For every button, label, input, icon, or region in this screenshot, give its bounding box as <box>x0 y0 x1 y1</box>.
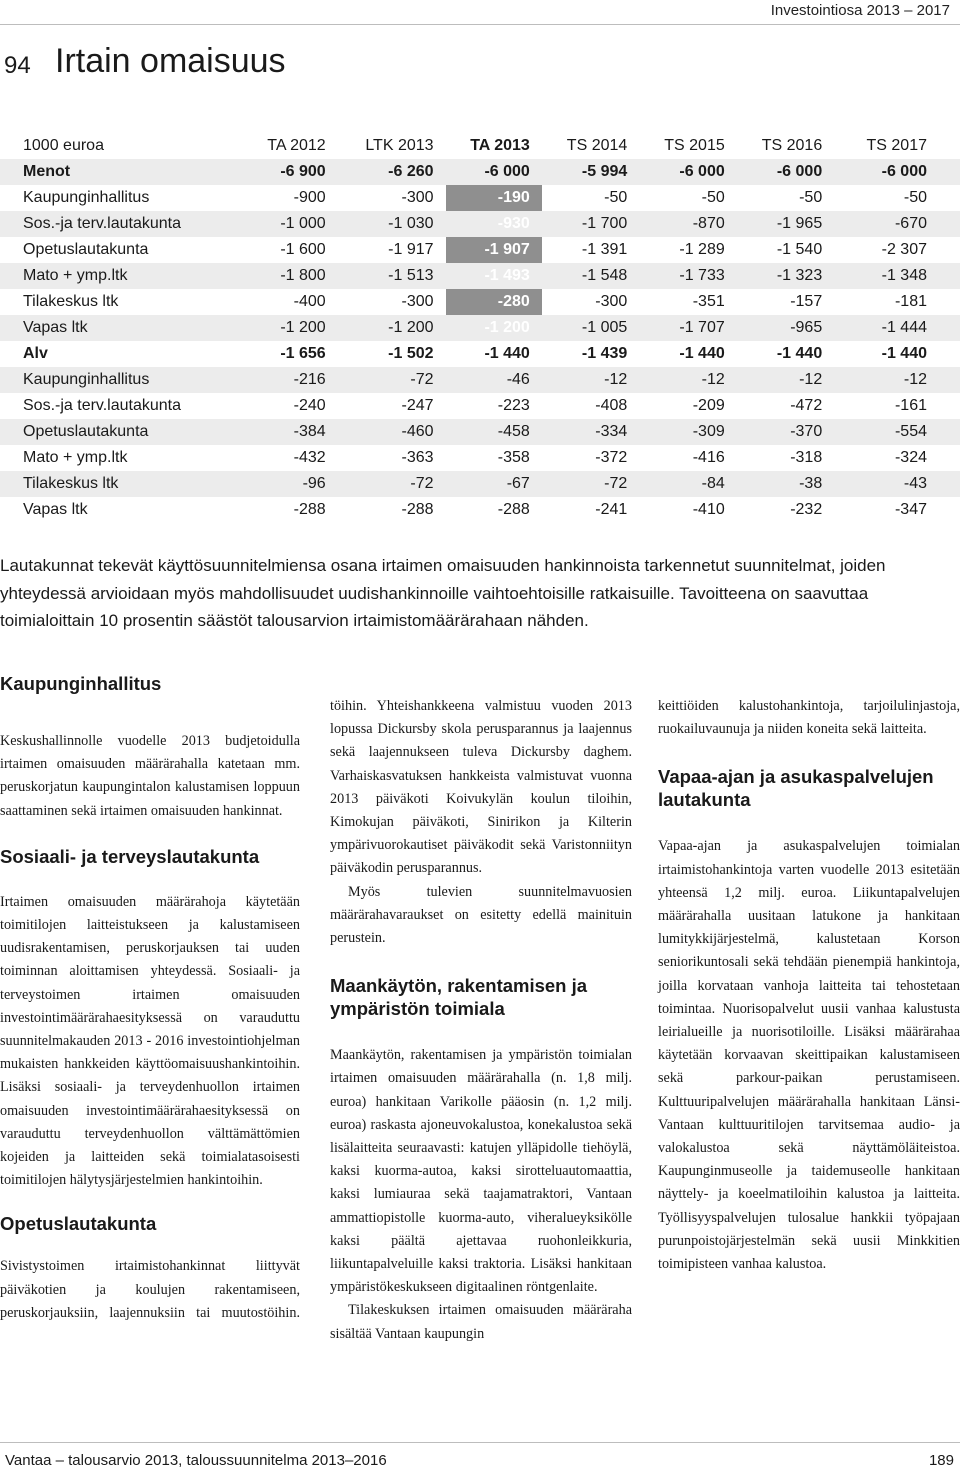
running-header <box>771 0 950 19</box>
row-label: Tilakeskus ltk <box>23 293 119 310</box>
row-label: Menot <box>0 159 243 185</box>
section-text: Sivistystoimen irtaimistohankinnat liittyvät päiväkotien ja koulujen rakentamiseen, peruskorjauksiin, laajennuksiin tai muutostöihin. <box>0 1258 300 1321</box>
table-cell: -1 540 <box>776 241 823 258</box>
page-number: 94 <box>4 52 31 79</box>
table-cell: -1 440 <box>679 345 725 362</box>
table-cell: -334 <box>542 419 639 445</box>
table-cell: -50 <box>604 189 628 206</box>
table-cell: -50 <box>701 189 725 206</box>
table-cell: -300 <box>401 293 434 310</box>
table-cell: -240 <box>293 397 326 414</box>
table-cell: -96 <box>243 471 338 497</box>
table-cell: -12 <box>834 367 960 393</box>
table-cell: -965 <box>737 315 834 341</box>
table-row <box>0 315 960 341</box>
table-cell: -432 <box>293 449 326 466</box>
column-header: TS 2014 <box>566 137 628 154</box>
table-cell: -347 <box>894 501 927 518</box>
row-label: Vapas ltk <box>0 315 243 341</box>
table-row <box>0 497 960 523</box>
table-cell: -1 444 <box>834 315 960 341</box>
table-cell: -400 <box>293 293 326 310</box>
table-cell: -1 907 <box>446 237 542 263</box>
column-header: LTK 2013 <box>365 137 434 154</box>
table-cell: -6 260 <box>338 159 446 185</box>
row-label: Opetuslautakunta <box>23 241 149 258</box>
table-cell: -12 <box>639 367 736 393</box>
column-3 <box>658 695 960 1276</box>
table-cell: -1 917 <box>388 241 434 258</box>
budget-table <box>0 133 960 523</box>
page-title: Irtain omaisuus <box>55 42 286 80</box>
table-cell: -12 <box>542 367 639 393</box>
table-cell: -1 200 <box>446 315 542 341</box>
row-label: Alv <box>23 345 48 362</box>
section-heading: Kaupunginhallitus <box>0 673 162 694</box>
table-cell: -1 548 <box>542 263 639 289</box>
table-cell: -318 <box>790 449 823 466</box>
table-cell: -472 <box>790 397 823 414</box>
table-cell: -209 <box>692 397 725 414</box>
row-label: Opetuslautakunta <box>0 419 243 445</box>
table-cell: -288 <box>497 501 530 518</box>
table-cell: -2 307 <box>881 241 927 258</box>
table-cell: -12 <box>737 367 834 393</box>
table-cell: -181 <box>894 293 927 310</box>
table-cell: -408 <box>595 397 628 414</box>
table-row <box>0 367 960 393</box>
table-cell: -46 <box>446 367 542 393</box>
table-body <box>0 159 960 523</box>
table-row <box>0 341 960 367</box>
table-cell: -280 <box>446 289 542 315</box>
intro-paragraph: Lautakunnat tekevät käyttösuunnitelmiensa osana irtaimen omaisuuden hankinnoista tarkennetut suunnitelmat, joiden yhteydessä arvioidaan myös mahdollisuudet uudishankinnoille vaihtoehtoisille ratkaisuille. Tavoitteena on saavuttaa toimialoittain 10 prosentin säästöt talousarvion irtaimistomäärärahaan nähden. <box>0 556 886 630</box>
table-cell: -6 000 <box>737 159 834 185</box>
column-header: TS 2015 <box>664 137 725 154</box>
column-header: TS 2016 <box>761 137 823 154</box>
column-2 <box>330 695 632 1346</box>
table-cell: -300 <box>401 189 434 206</box>
table-cell: -370 <box>737 419 834 445</box>
section-heading: Maankäytön, rakentamisen ja ympäristön toimiala <box>330 975 588 1020</box>
table-row <box>0 185 960 211</box>
row-label: Sos.-ja terv.lautakunta <box>0 211 243 237</box>
footer-rule <box>0 1442 960 1443</box>
table-cell: -50 <box>903 189 927 206</box>
running-title: Investointiosa 2013 – 2017 <box>770 2 950 19</box>
table-row <box>0 289 960 315</box>
table-cell: -1 289 <box>679 241 725 258</box>
table-cell: -900 <box>293 189 326 206</box>
table-cell: -72 <box>338 367 446 393</box>
table-cell: -50 <box>799 189 823 206</box>
table-cell: -351 <box>692 293 725 310</box>
table-cell: -1 348 <box>834 263 960 289</box>
table-cell: -1 030 <box>338 211 446 237</box>
section-text: Vapaa-ajan ja asukaspalvelujen toimialan irtaimistohankintoja varten vuodelle 2013 esitetään yhteensä 1,2 milj. euroa. Liikuntapalvelujen määrärahalla uusitaan latukone ja hankitaan lumitykkijärjestelmä, kalustetaan Korson seniorikuntosali sekä tehdään pienempiä hankintoja, joilla korvataan vanhoja laitteita tai tehostetaan toimintaa. Nuorisopalvelut uusii vanhaa kalustusta leirialueille ja nuorisotiloille. Lisäksi määrärahaa käytetään korvaavan skeittipaikan kalustamiseen sekä parkour-paikan perustamiseen. Kulttuuripalvelujen määrärahalla hankitaan Länsi-Vantaan kulttuuritilojen tarvitsemaa audio- ja valokalustoa sekä näyttämöläiteistoa. Kaupunginmuseolle ja taidemuseolle hankitaan näyttely- ja koeelmatiloihin kalustoa ja laitteita. Työllisyyspalvelujen tulosalue hankkii työpajaan purunpoistojärjestelmän sekä uusii Minkkitien toimipisteen vanhaa kalustoa. <box>658 838 960 1273</box>
table-cell: -1 600 <box>280 241 326 258</box>
table-cell: -232 <box>790 501 823 518</box>
row-label: Kaupunginhallitus <box>23 189 150 206</box>
table-cell: -1 965 <box>737 211 834 237</box>
column-header: TA 2012 <box>267 137 326 154</box>
table-cell: -1 200 <box>338 315 446 341</box>
table-cell: -1 440 <box>776 345 823 362</box>
table-cell: -5 994 <box>542 159 639 185</box>
table-cell: -870 <box>639 211 736 237</box>
table-cell: -1 000 <box>243 211 338 237</box>
table-cell: -358 <box>497 449 530 466</box>
section-heading: Opetuslautakunta <box>0 1213 157 1235</box>
table-cell: -670 <box>834 211 960 237</box>
table-cell: -410 <box>692 501 725 518</box>
section-text: Maankäytön, rakentamisen ja ympäristön toimialan irtaimen omaisuuden määrärahalla (n. 1,8 milj. euroa) hankitaan Varikolle pääosin (n. 1,2 milj. euroa) raskasta ajoneuvokalustoa, konekalustoa sekä lisälaitteita seuraavasti: katujen ylläpidolle tiehöylä, kaksi kuorma-autoa, kaksi sirotteluautomaattia, kaksi lumiauraa sekä taajamatraktori, Vantaan ammattiopistolle kuorma-auto, viheralueyksikölle kaksi päältä ajettavaa ruohonleikkuria, liikuntapalveluille kaksi traktoria. Lisäksi hankitaan ympäristökeskukseen digitaalinen röntgenlaite. <box>330 1047 632 1296</box>
row-label: Vapas ltk <box>23 501 88 518</box>
section-text: Irtaimen omaisuuden määrärahoja käytetään toimitilojen laitteistukseen ja kalustamiseen uudisrakentamisen, peruskorjauksen tai uuden toiminnan aloittamisen yhteydessä. Sosiaali- ja terveystoimen irtaimen omaisuuden investointimäärärahaesityksessä on varauduttu suunnitelmakauden 2013 - 2016 investointiohjelman mukaisten hankkeiden käyttöomaisuushankintoihin. Lisäksi sosiaali- ja terveydenhuollon irtaimen omaisuuden investointimäärärahaesityksessä on varauduttu terveydenhuollon välttämättömien kojeiden ja laitteiden sekä toimialatasoisesti toimitilojen hälytysjärjestelmien hankintoihin. <box>0 893 300 1189</box>
table-cell: -309 <box>639 419 736 445</box>
table-cell: -324 <box>894 449 927 466</box>
table-cell: -300 <box>595 293 628 310</box>
section-text: Tilakeskuksen irtaimen omaisuuden määräraha sisältää Vantaan kaupungin <box>330 1302 632 1342</box>
table-cell: -216 <box>243 367 338 393</box>
table-cell: -161 <box>894 397 927 414</box>
table-cell: -223 <box>497 397 530 414</box>
table-cell: -458 <box>446 419 542 445</box>
table-cell: -930 <box>446 211 542 237</box>
header-rule <box>0 24 960 25</box>
table-cell: -72 <box>542 471 639 497</box>
row-label: Mato + ymp.ltk <box>0 263 243 289</box>
column-header: TA 2013 <box>470 137 530 154</box>
footer-page-number: 189 <box>928 1452 954 1469</box>
column-header: TS 2017 <box>866 137 927 154</box>
section-text: Keskushallinnolle vuodelle 2013 budjetoidulla irtaimen omaisuuden määrärahalla katetaan mm. peruskorjatun kaupungintalon kalustamisen loppuun saattaminen sekä irtaimen omaisuuden hankinnat. <box>0 733 300 819</box>
table-cell: -416 <box>692 449 725 466</box>
table-cell: -67 <box>446 471 542 497</box>
table-cell: -1 513 <box>338 263 446 289</box>
table-cell: -157 <box>790 293 823 310</box>
row-label: Tilakeskus ltk <box>0 471 243 497</box>
section-text: Myös tulevien suunnitelmavuosien määrärahavaraukset on esitetty edellä mainituin perustein. <box>330 883 632 947</box>
table-cell: -6 900 <box>243 159 338 185</box>
table-row <box>0 159 960 185</box>
section-text: keittiöiden kalustohankintoja, tarjoilulinjastoja, ruokailuvaunuja ja niiden koneita sekä laitteita. <box>658 698 960 738</box>
table-cell: -1 200 <box>243 315 338 341</box>
table-cell: -1 656 <box>280 345 326 362</box>
table-cell: -72 <box>338 471 446 497</box>
table-cell: -372 <box>595 449 628 466</box>
table-cell: -1 707 <box>639 315 736 341</box>
table-cell: -1 005 <box>542 315 639 341</box>
table-cell: -1 439 <box>581 345 628 362</box>
table-cell: -1 440 <box>881 345 927 362</box>
table-cell: -363 <box>401 449 434 466</box>
table-cell: -43 <box>834 471 960 497</box>
table-cell: -6 000 <box>834 159 960 185</box>
section-heading: Sosiaali- ja terveyslautakunta <box>0 845 260 867</box>
table-row <box>0 263 960 289</box>
table-cell: -1 502 <box>388 345 434 362</box>
row-label: Kaupunginhallitus <box>0 367 243 393</box>
table-cell: -1 700 <box>542 211 639 237</box>
table-cell: -1 493 <box>446 263 542 289</box>
column-1 <box>0 672 300 1325</box>
table-cell: -247 <box>401 397 434 414</box>
table-cell: -288 <box>401 501 434 518</box>
table-row <box>0 445 960 471</box>
section-heading: Vapaa-ajan ja asukaspalvelujen lautakunta <box>658 766 934 811</box>
table-header-row <box>0 133 960 159</box>
table-cell: -1 733 <box>639 263 736 289</box>
table-cell: -460 <box>338 419 446 445</box>
table-cell: -6 000 <box>446 159 542 185</box>
table-row <box>0 471 960 497</box>
table-cell: -190 <box>446 185 542 211</box>
table-cell: -241 <box>595 501 628 518</box>
table-row <box>0 211 960 237</box>
table-row <box>0 419 960 445</box>
table-cell: -1 391 <box>581 241 628 258</box>
table-row <box>0 393 960 419</box>
table-cell: -1 323 <box>737 263 834 289</box>
footer-publication: Vantaa – talousarvio 2013, taloussuunnitelma 2013–2016 <box>5 1452 387 1469</box>
table-cell: -84 <box>639 471 736 497</box>
table-row <box>0 237 960 263</box>
table-cell: -6 000 <box>639 159 736 185</box>
row-label: Mato + ymp.ltk <box>23 449 128 466</box>
section-text: töihin. Yhteishankkeena valmistuu vuoden 2013 lopussa Dickursby skola perusparannus ja laajennus sekä laajennukseen tuleva Dickursby daghem. Varhaiskasvatuksen hankkeista valmistuvat vuonna 2013 päiväkoti Koivukylän koulun tiloihin, Kimokujan päiväkoti, Sinirikon ja Kilterin ympärivuorokautiset päiväkodit sekä Varistonniityn päiväkodin perusparannus. <box>330 698 632 877</box>
table-cell: -288 <box>293 501 326 518</box>
table-cell: -384 <box>243 419 338 445</box>
row-label: Sos.-ja terv.lautakunta <box>23 397 182 414</box>
table-cell: -38 <box>737 471 834 497</box>
column-header: 1000 euroa <box>23 137 104 154</box>
table-cell: -1 800 <box>243 263 338 289</box>
table-cell: -1 440 <box>484 345 530 362</box>
table-cell: -554 <box>834 419 960 445</box>
